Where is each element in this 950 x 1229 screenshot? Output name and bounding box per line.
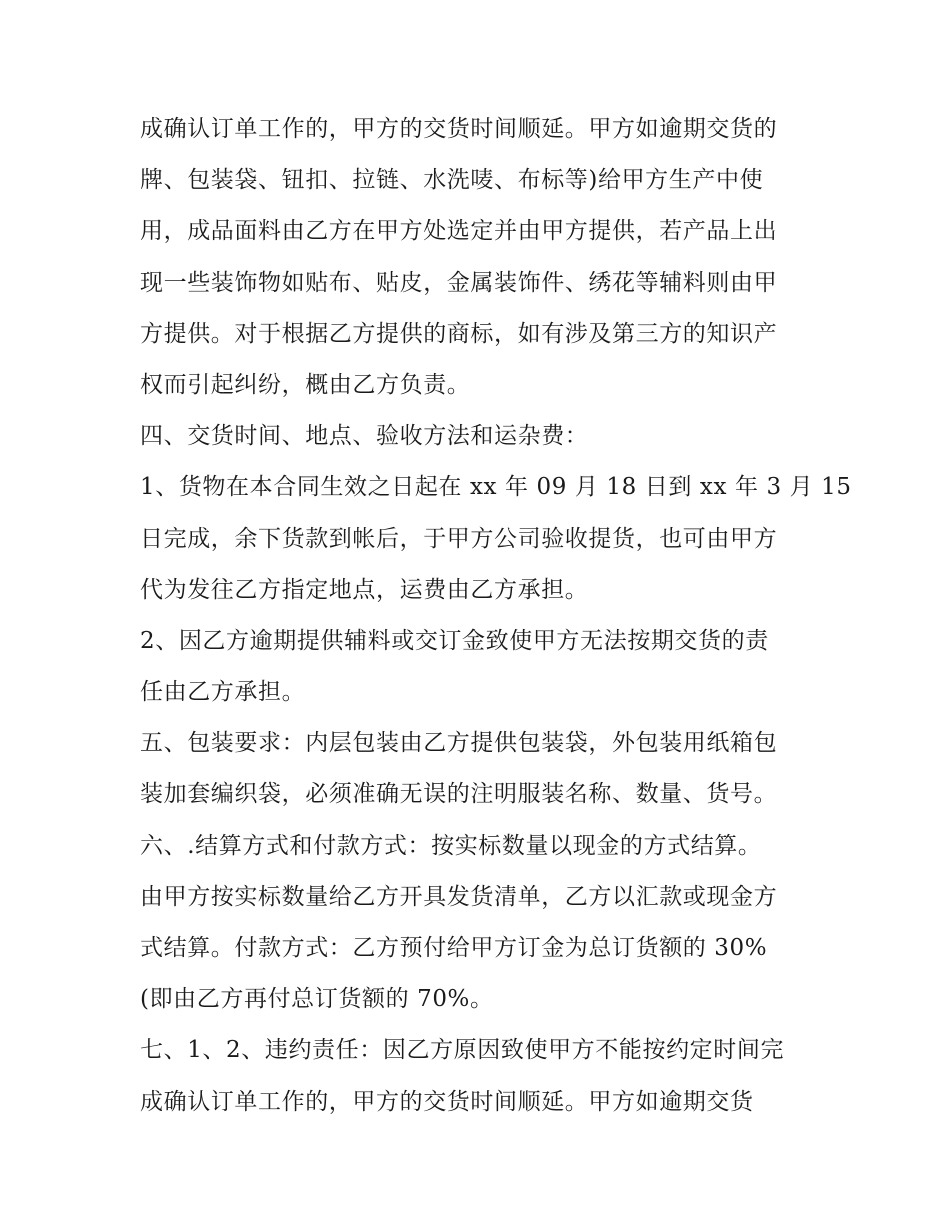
text-line: 装加套编织袋，必须准确无误的注明服装名称、数量、货号。 — [140, 781, 778, 808]
text-line: 现一些装饰物如贴布、贴皮，金属装饰件、绣花等辅料则由甲 — [140, 269, 778, 296]
section-heading: 四、交货时间、地点、验收方法和运杂费： — [140, 423, 589, 450]
text-line: 式结算。付款方式：乙方预付给甲方订金为总订货额的 30% — [140, 935, 768, 961]
section-heading: 五、包装要求：内层包装由乙方提供包装袋，外包装用纸箱包 — [140, 730, 778, 757]
text-line: 用，成品面料由乙方在甲方处选定并由甲方提供，若产品上出 — [140, 218, 778, 245]
text-line: 日完成，余下货款到帐后，于甲方公司验收提货，也可由甲方 — [140, 525, 778, 552]
section-heading: 七、1、2、违约责任：因乙方原因致使甲方不能按约定时间完 — [140, 1037, 785, 1064]
document-body — [140, 104, 852, 1128]
text-line: 方提供。对于根据乙方提供的商标，如有涉及第三方的知识产 — [140, 320, 778, 347]
text-line: 牌、包装袋、钮扣、拉链、水洗唛、布标等)给甲方生产中使 — [140, 167, 764, 194]
text-line: (即由乙方再付总订货额的 70%。 — [140, 986, 494, 1013]
text-line: 成确认订单工作的，甲方的交货时间顺延。甲方如逾期交货 — [140, 1088, 754, 1115]
text-line: 成确认订单工作的，甲方的交货时间顺延。甲方如逾期交货的 — [140, 116, 778, 142]
text-line: 权而引起纠纷，概由乙方负责。 — [140, 371, 471, 398]
section-heading: 六、.结算方式和付款方式：按实标数量以现金的方式结算。 — [140, 832, 762, 859]
text-line: 由甲方按实标数量给乙方开具发货清单，乙方以汇款或现金方 — [140, 883, 778, 910]
text-line: 1、货物在本合同生效之日起在 xx 年 09 月 18 日到 xx 年 3 月 15 — [140, 474, 852, 501]
text-line: 代为发往乙方指定地点，运费由乙方承担。 — [140, 576, 589, 603]
text-line: 任由乙方承担。 — [140, 679, 306, 706]
text-line: 2、因乙方逾期提供辅料或交订金致使甲方无法按期交货的责 — [140, 627, 769, 654]
